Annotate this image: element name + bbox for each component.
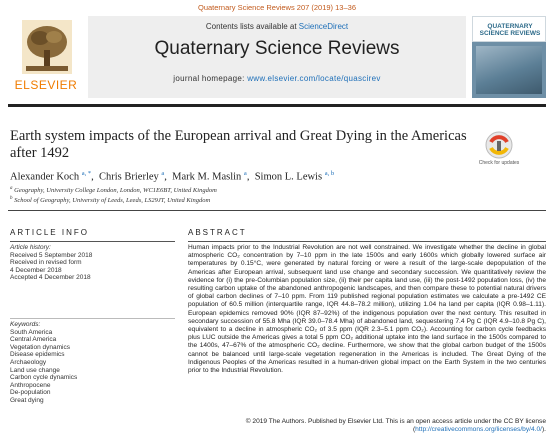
affiliation-marker: a (10, 186, 13, 191)
article-info-rule (10, 241, 175, 242)
cover-title: QUATERNARY SCIENCE REVIEWS (479, 23, 541, 37)
article-history (10, 244, 92, 282)
affiliation-text: School of Geography, University of Leeds, Leeds, LS29JT, United Kingdom (14, 197, 211, 205)
masthead (8, 16, 546, 102)
journal-title: Quaternary Science Reviews (154, 38, 400, 59)
keyword-item: Vegetation dynamics (10, 343, 70, 351)
author-name[interactable]: Simon L. Lewis (254, 171, 323, 183)
check-for-updates-label[interactable]: Check for updates (478, 160, 520, 166)
copyright-suffix: ). (541, 426, 546, 434)
keyword-list (10, 321, 77, 405)
history-entry: Received 5 September 2018 (10, 251, 93, 259)
header-divider (8, 104, 546, 107)
keyword-item: Anthropocene (10, 381, 51, 389)
keyword-item: Great dying (10, 396, 44, 404)
keyword-item: Central America (10, 336, 57, 344)
elsevier-tree-icon (22, 20, 72, 74)
abstract-rule (188, 241, 546, 242)
journal-cover-image[interactable] (472, 16, 546, 98)
keyword-item: De-population (10, 389, 51, 397)
cover-photo (476, 46, 542, 94)
author-list: Alexander Koch $^{a, *}$, Chris Brierley $^a$, Mark M. Maslin $^a$, Simon L. Lewis $^{a, b}$ (10, 170, 335, 183)
sciencedirect-link[interactable]: ScienceDirect (298, 22, 349, 31)
cover-title-band (472, 16, 546, 42)
affiliation-divider (8, 210, 546, 211)
keyword-item: South America (10, 328, 53, 336)
author-affiliation-marker[interactable]: a (161, 170, 165, 177)
contents-prefix: Contents lists available at (205, 22, 299, 31)
journal-homepage-line (88, 74, 466, 83)
keywords-label: Keywords: (10, 321, 41, 328)
keyword-item: Archaeology (10, 358, 47, 366)
author-affiliation-marker[interactable]: a, * (81, 170, 92, 177)
journal-reference[interactable]: Quaternary Science Reviews 207 (2019) 13–36 (197, 3, 356, 12)
article-title: Earth system impacts of the European arrival and Great Dying in the Americas after 1492 (10, 128, 467, 161)
affiliation-text: Geography, University College London, London, WC1E6BT, United Kingdom (14, 187, 217, 195)
author-name[interactable]: Chris Brierley (99, 171, 159, 183)
elsevier-wordmark: ELSEVIER (14, 78, 78, 92)
author-name[interactable]: Mark M. Maslin (172, 171, 242, 183)
elsevier-logo[interactable] (8, 16, 84, 98)
history-label: Article history: (10, 244, 51, 251)
journal-header-band (88, 16, 466, 98)
contents-line (88, 22, 466, 31)
author-affiliation-marker[interactable]: a (243, 170, 247, 177)
affiliation-b (10, 196, 210, 204)
author-name[interactable]: Alexander Koch (10, 171, 80, 183)
affiliation-marker: b (10, 196, 13, 201)
keywords-rule (10, 318, 175, 319)
article-info-heading: ARTICLE INFO (10, 228, 89, 237)
history-entry: Received in revised form (10, 259, 82, 267)
homepage-prefix: journal homepage: (173, 74, 248, 83)
check-for-updates-icon[interactable] (484, 130, 514, 160)
homepage-link[interactable]: www.elsevier.com/locate/quascirev (247, 74, 381, 83)
keyword-item: Land use change (10, 366, 60, 374)
history-entry: Accepted 4 December 2018 (10, 274, 91, 282)
keyword-item: Disease epidemics (10, 351, 65, 359)
copyright-text: © 2019 The Authors. Published by Elsevier Ltd. This is an open access article under the CC BY license ( (245, 418, 546, 434)
copyright-notice (188, 418, 546, 434)
keyword-item: Carbon cycle dynamics (10, 374, 78, 382)
abstract-body: Human impacts prior to the Industrial Revolution are not well constrained. We investigate whether the decline in global atmospheric CO₂ concentration by 7–10 ppm in the late 1500s and early 1600s which globally lowered surface air temperatures by 0.15°C, were generated by natural forcing or were a result of the large-scale depopulation of the Americas after European arrival, subsequent land use change and secondary succession. We quantitatively review the evidence for (i) the pre-Columbian population size, (ii) their per capita land use, (iii) the post-1492 population loss, (iv) the resulting carbon uptake of the abandoned anthropogenic landscapes, and then compare these to potential natural drivers of global carbon declines of 7–10 ppm. From 119 published regional population estimates we calculate a pre-1492 CE population of 60.5 million (interquartile range, IQR 44.8–78.2 million), utilizing 1.04 ha land per capita (IQR 0.98–1.11). European epidemics removed 90% (IQR 87–92%) of the indigenous population over the next century. This resulted in secondary succession of 55.8 Mha (IQR 39.0–78.4 Mha) of abandoned land, sequestering 7.4 Pg C (IQR 4.9–10.8 Pg C), equivalent to a decline in atmospheric CO₂ of 3.5 ppm (IQR 2.3–5.1 ppm CO₂). Accounting for carbon cycle feedbacks plus LUC outside the Americas gives a total 5 ppm CO₂ additional uptake into the land surface in the 1500s compared to the 1400s, 47–67% of the atmospheric CO₂ decline. Furthermore, we show that the global carbon budget of the 1500s cannot be balanced until large-scale vegetation regeneration in the Americas is included. The Great Dying of the Indigenous Peoples of the Americas resulted in a human-driven global impact on the Earth System in the two centuries prior to the Industrial Revolution. (188, 244, 546, 375)
abstract-heading: ABSTRACT (188, 228, 247, 237)
history-entry: 4 December 2018 (10, 266, 62, 274)
license-link[interactable]: http://creativecommons.org/licenses/by/4.0/ (415, 426, 542, 434)
author-affiliation-marker[interactable]: a, b (324, 170, 335, 177)
affiliation-a (10, 186, 217, 194)
